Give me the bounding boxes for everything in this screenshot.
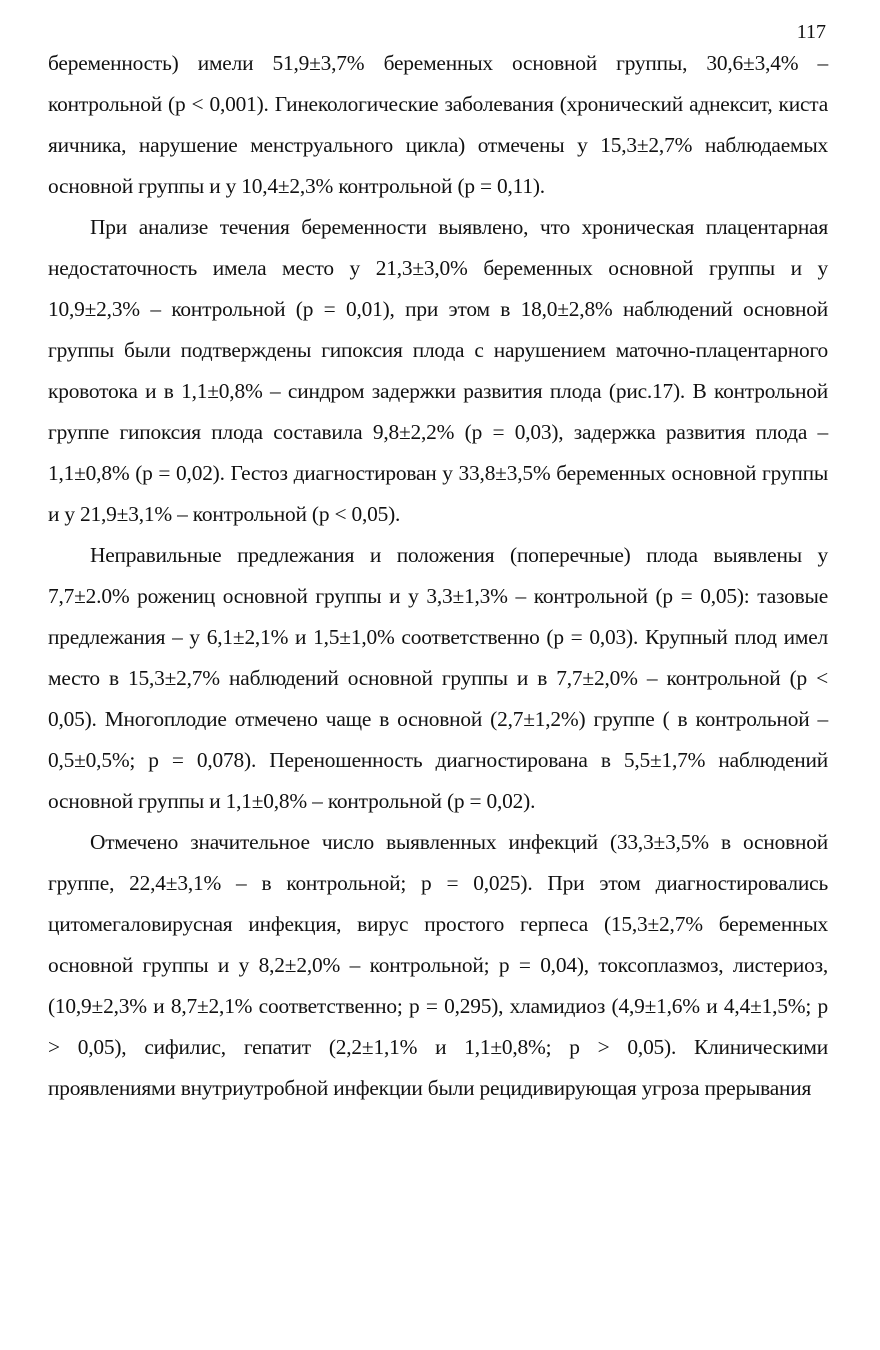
document-body	[48, 43, 828, 1109]
paragraph-fetal-presentation: Неправильные предлежания и положения (поперечные) плода выявлены у 7,7±2.0% рожениц основной группы и у 3,3±1,3% – контрольной (р = 0,05): тазовые предлежания – у 6,1±2,1% и 1,5±1,0% соответственно (р = 0,03). Крупный плод имел место в 15,3±2,7% наблюдений основной группы и в 7,7±2,0% – контрольной (р < 0,05). Многоплодие отмечено чаще в основной (2,7±1,2%) группе ( в контрольной – 0,5±0,5%; р = 0,078). Переношенность диагностирована в 5,5±1,7% наблюдений основной группы и 1,1±0,8% – контрольной (р = 0,02).	[48, 543, 828, 813]
paragraph-infections: Отмечено значительное число выявленных инфекций (33,3±3,5% в основной группе, 22,4±3,1% – в контрольной; р = 0,025). При этом диагностировались цитомегаловирусная инфекция, вирус простого герпеса (15,3±2,7% беременных основной группы и у 8,2±2,0% – контрольной; p = 0,04), токсоплазмоз, листериоз, (10,9±2,3% и 8,7±2,1% соответственно; p = 0,295), хламидиоз (4,9±1,6% и 4,4±1,5%; p > 0,05), сифилис, гепатит (2,2±1,1% и 1,1±0,8%; р > 0,05). Клиническими проявлениями внутриутробной инфекции были рецидивирующая угроза прерывания	[48, 830, 828, 1100]
paragraph-continuation: беременность) имели 51,9±3,7% беременных основной группы, 30,6±3,4% – контрольной (р < 0,001). Гинекологические заболевания (хронический аднексит, киста яичника, нарушение менструального цикла) отмечены у 15,3±2,7% наблюдаемых основной группы и у 10,4±2,3% контрольной (p = 0,11).	[48, 51, 828, 198]
paragraph-pregnancy-course: При анализе течения беременности выявлено, что хроническая плацентарная недостаточность имела место у 21,3±3,0% беременных основной группы и у 10,9±2,3% – контрольной (р = 0,01), при этом в 18,0±2,8% наблюдений основной группы были подтверждены гипоксия плода с нарушением маточно-плацентарного кровотока и в 1,1±0,8% – синдром задержки развития плода (рис.17). В контрольной группе гипоксия плода составила 9,8±2,2% (р = 0,03), задержка развития плода – 1,1±0,8% (р = 0,02). Гестоз диагностирован у 33,8±3,5% беременных основной группы и у 21,9±3,1% – контрольной (р < 0,05).	[48, 215, 828, 526]
page-number: 117	[796, 21, 826, 43]
